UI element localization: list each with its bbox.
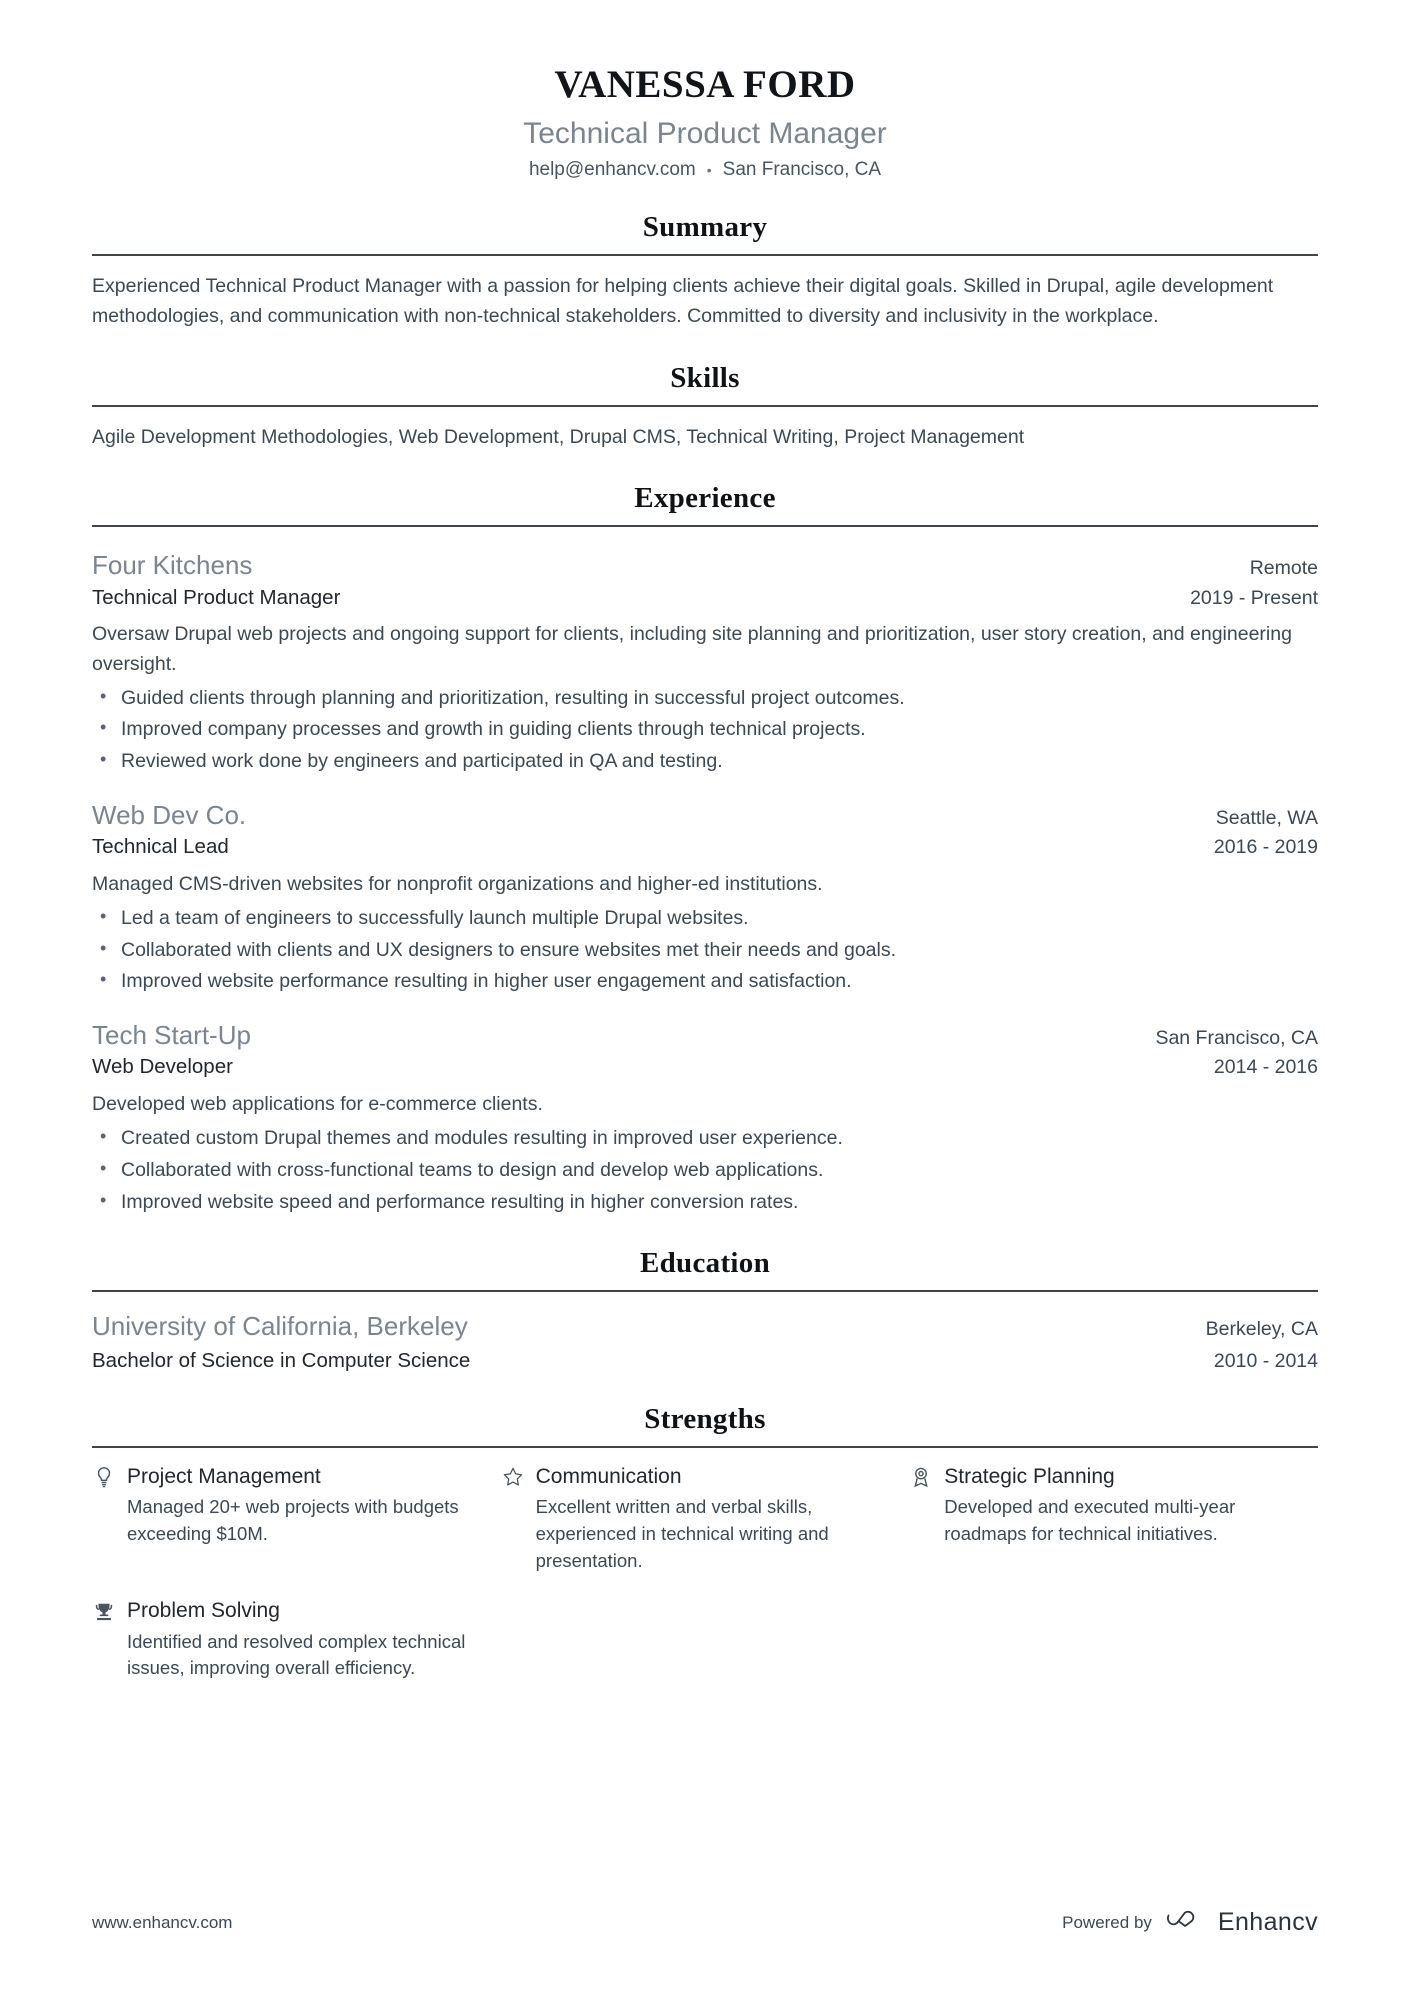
strengths-grid bbox=[92, 1464, 1318, 1707]
footer-website-url[interactable]: www.enhancv.com bbox=[92, 1912, 233, 1932]
strength-description: Developed and executed multi-year roadmaps for technical initiatives. bbox=[944, 1495, 1236, 1544]
experience-dates: 2019 - Present bbox=[1190, 586, 1318, 609]
strength-name: Strategic Planning bbox=[944, 1464, 1115, 1488]
experience-dates: 2014 - 2016 bbox=[1213, 1056, 1318, 1079]
section-skills bbox=[92, 362, 1318, 453]
enhancv-logo bbox=[1166, 1908, 1318, 1937]
strength-name: Communication bbox=[535, 1464, 682, 1488]
experience-description: Oversaw Drupal web projects and ongoing support for clients, including site planning and prioritization, user story creation, and engineering oversight. bbox=[92, 623, 1292, 675]
experience-entry-top bbox=[92, 799, 1318, 832]
experience-role: Technical Product Manager bbox=[92, 585, 341, 609]
strength-description: Managed 20+ web projects with budgets exceeding $10M. bbox=[127, 1495, 459, 1544]
experience-location: San Francisco, CA bbox=[1155, 1026, 1318, 1049]
contact-email[interactable]: help@enhancv.com bbox=[528, 159, 696, 181]
skills-text: Agile Development Methodologies, Web Development, Drupal CMS, Technical Writing, Project Management bbox=[92, 425, 1025, 448]
award-badge-icon bbox=[909, 1465, 933, 1489]
experience-entry bbox=[92, 799, 1318, 997]
section-title-experience: Experience bbox=[634, 482, 776, 515]
powered-by-label: Powered by bbox=[1062, 1912, 1152, 1932]
experience-entry-top bbox=[92, 1019, 1318, 1052]
experience-location: Remote bbox=[1249, 557, 1318, 580]
section-summary bbox=[92, 211, 1318, 331]
page-footer bbox=[92, 1908, 1318, 1937]
list-item: • Improved website speed and performance resulting in higher conversion rates. bbox=[92, 1188, 1318, 1218]
section-divider bbox=[92, 1446, 1318, 1448]
section-title-strengths: Strengths bbox=[644, 1402, 766, 1435]
experience-role: Web Developer bbox=[92, 1055, 233, 1079]
strength-name: Problem Solving bbox=[127, 1599, 280, 1623]
experience-company: Web Dev Co. bbox=[92, 799, 247, 830]
star-icon bbox=[501, 1465, 525, 1489]
education-entry-sub bbox=[92, 1346, 1318, 1373]
experience-dates: 2016 - 2019 bbox=[1213, 836, 1318, 859]
list-item: • Reviewed work done by engineers and participated in QA and testing. bbox=[92, 747, 1318, 777]
candidate-name: VANESSA FORD bbox=[554, 63, 856, 106]
section-title-skills: Skills bbox=[670, 361, 740, 394]
section-divider bbox=[92, 405, 1318, 407]
trophy-icon bbox=[92, 1600, 116, 1624]
footer-branding bbox=[1062, 1908, 1318, 1937]
experience-location: Seattle, WA bbox=[1215, 806, 1318, 829]
education-dates: 2010 - 2014 bbox=[1213, 1349, 1318, 1372]
list-item: • Created custom Drupal themes and modules resulting in improved user experience. bbox=[92, 1124, 1318, 1154]
experience-entry-top bbox=[92, 549, 1318, 582]
strength-header bbox=[909, 1464, 1292, 1490]
list-item: • Improved website performance resulting in higher user engagement and satisfaction. bbox=[92, 967, 1318, 997]
strength-item bbox=[92, 1598, 501, 1682]
section-title-summary: Summary bbox=[642, 211, 768, 244]
experience-bullet-list bbox=[92, 684, 1318, 777]
experience-description: Managed CMS-driven websites for nonprofit organizations and higher-ed institutions. bbox=[92, 872, 823, 895]
summary-text: Experienced Technical Product Manager with a passion for helping clients achieve their digital goals. Skilled in Drupal, agile development methodologies, and communication with non-technical stakeholders. Committed to diversity and inclusivity in the workplace. bbox=[92, 275, 1274, 327]
section-title-education: Education bbox=[639, 1247, 770, 1280]
list-item: • Improved company processes and growth in guiding clients through technical projects. bbox=[92, 715, 1318, 745]
lightbulb-icon bbox=[92, 1465, 116, 1489]
experience-bullet-list bbox=[92, 904, 1318, 997]
experience-role: Technical Lead bbox=[92, 835, 229, 859]
strength-description: Excellent written and verbal skills, experienced in technical writing and presentation. bbox=[535, 1495, 829, 1571]
list-item: • Led a team of engineers to successfully launch multiple Drupal websites. bbox=[92, 904, 1318, 934]
section-divider bbox=[92, 254, 1318, 256]
section-divider bbox=[92, 1290, 1318, 1292]
education-school: University of California, Berkeley bbox=[92, 1311, 468, 1342]
education-entry bbox=[92, 1310, 1318, 1373]
section-strengths bbox=[92, 1403, 1318, 1707]
experience-entry-sub bbox=[92, 834, 1318, 861]
experience-description: Developed web applications for e-commerce clients. bbox=[92, 1093, 543, 1116]
bullet-separator-icon: • bbox=[706, 162, 712, 179]
list-item: • Collaborated with clients and UX designers to ensure websites met their needs and goals. bbox=[92, 936, 1318, 966]
experience-entry-sub bbox=[92, 585, 1318, 612]
candidate-job-title: Technical Product Manager bbox=[523, 116, 887, 150]
experience-bullet-list bbox=[92, 1124, 1318, 1217]
strength-item bbox=[92, 1464, 501, 1575]
strength-header bbox=[92, 1464, 475, 1490]
enhancv-wordmark: Enhancv bbox=[1217, 1908, 1318, 1936]
experience-entry bbox=[92, 1019, 1318, 1217]
education-degree: Bachelor of Science in Computer Science bbox=[92, 1348, 471, 1372]
contact-line bbox=[92, 159, 1318, 181]
experience-company: Tech Start-Up bbox=[92, 1019, 251, 1050]
strength-header bbox=[92, 1598, 475, 1624]
strength-header bbox=[501, 1464, 884, 1490]
experience-entry-sub bbox=[92, 1054, 1318, 1081]
section-education bbox=[92, 1247, 1318, 1373]
strength-item bbox=[909, 1464, 1318, 1575]
strength-name: Project Management bbox=[127, 1464, 321, 1488]
enhancv-mark-icon bbox=[1166, 1908, 1208, 1937]
experience-entry bbox=[92, 549, 1318, 777]
list-item: • Guided clients through planning and prioritization, resulting in successful project outcomes. bbox=[92, 684, 1318, 714]
education-location: Berkeley, CA bbox=[1205, 1318, 1318, 1341]
section-divider bbox=[92, 525, 1318, 527]
education-entry-top bbox=[92, 1310, 1318, 1343]
experience-company: Four Kitchens bbox=[92, 550, 253, 581]
section-experience bbox=[92, 482, 1318, 1217]
list-item: • Collaborated with cross-functional teams to design and develop web applications. bbox=[92, 1156, 1318, 1186]
resume-header bbox=[92, 62, 1318, 181]
strength-item bbox=[501, 1464, 910, 1575]
strength-description: Identified and resolved complex technical issues, improving overall efficiency. bbox=[127, 1630, 466, 1679]
contact-location: San Francisco, CA bbox=[722, 159, 882, 181]
